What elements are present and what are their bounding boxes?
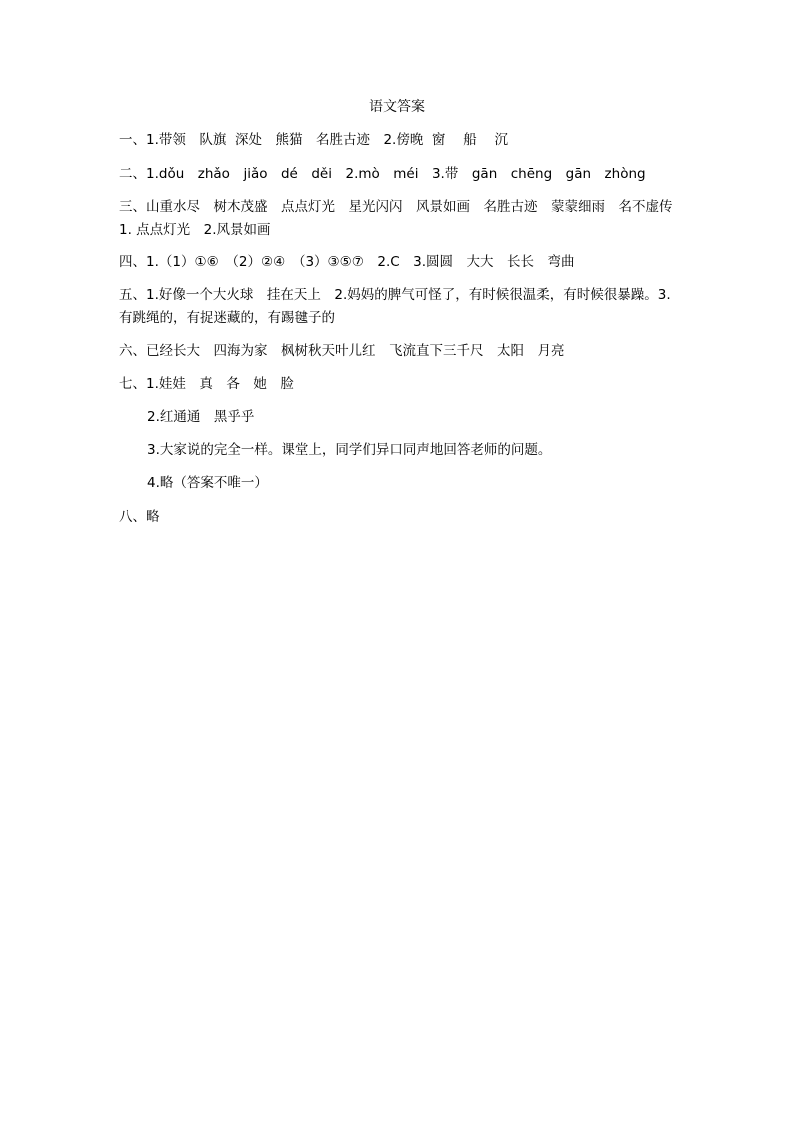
answer-section-2: 二、1.dǒu zhǎo jiǎo dé děi 2.mò méi 3.带 gān chēng gān zhòng xyxy=(119,166,646,182)
document-title: 语文答案 xyxy=(369,99,425,115)
answer-section-7-item-3: 3.大家说的完全一样。课堂上，同学们异口同声地回答老师的问题。 xyxy=(147,442,552,458)
answer-section-6: 六、已经长大 四海为家 枫树秋天叶儿红 飞流直下三千尺 太阳 月亮 xyxy=(119,343,565,359)
answer-section-4: 四、1.（1）①⑥ （2）②④ （3）③⑤⑦ 2.C 3.圆圆 大大 长长 弯曲 xyxy=(119,254,575,270)
answer-section-7-item-4: 4.略（答案不唯一） xyxy=(147,475,268,491)
answer-section-8: 八、略 xyxy=(119,509,160,525)
answer-section-7-item-2: 2.红通通 黑乎乎 xyxy=(147,409,255,425)
answer-section-7: 七、1.娃娃 真 各 她 脸 xyxy=(119,376,294,392)
answer-section-1: 一、1.带领 队旗 深处 熊猫 名胜古迹 2.傍晚 窗 船 沉 xyxy=(119,132,509,148)
answer-section-5: 五、1.好像一个大火球 挂在天上 2.妈妈的脾气可怪了，有时候很温柔，有时候很暴躁。3.有跳绳的，有捉迷藏的，有踢毽子的 xyxy=(119,287,671,326)
answer-section-3: 三、山重水尽 树木茂盛 点点灯光 星光闪闪 风景如画 名胜古迹 蒙蒙细雨 名不虚传 1. 点点灯光 2.风景如画 xyxy=(119,199,682,238)
